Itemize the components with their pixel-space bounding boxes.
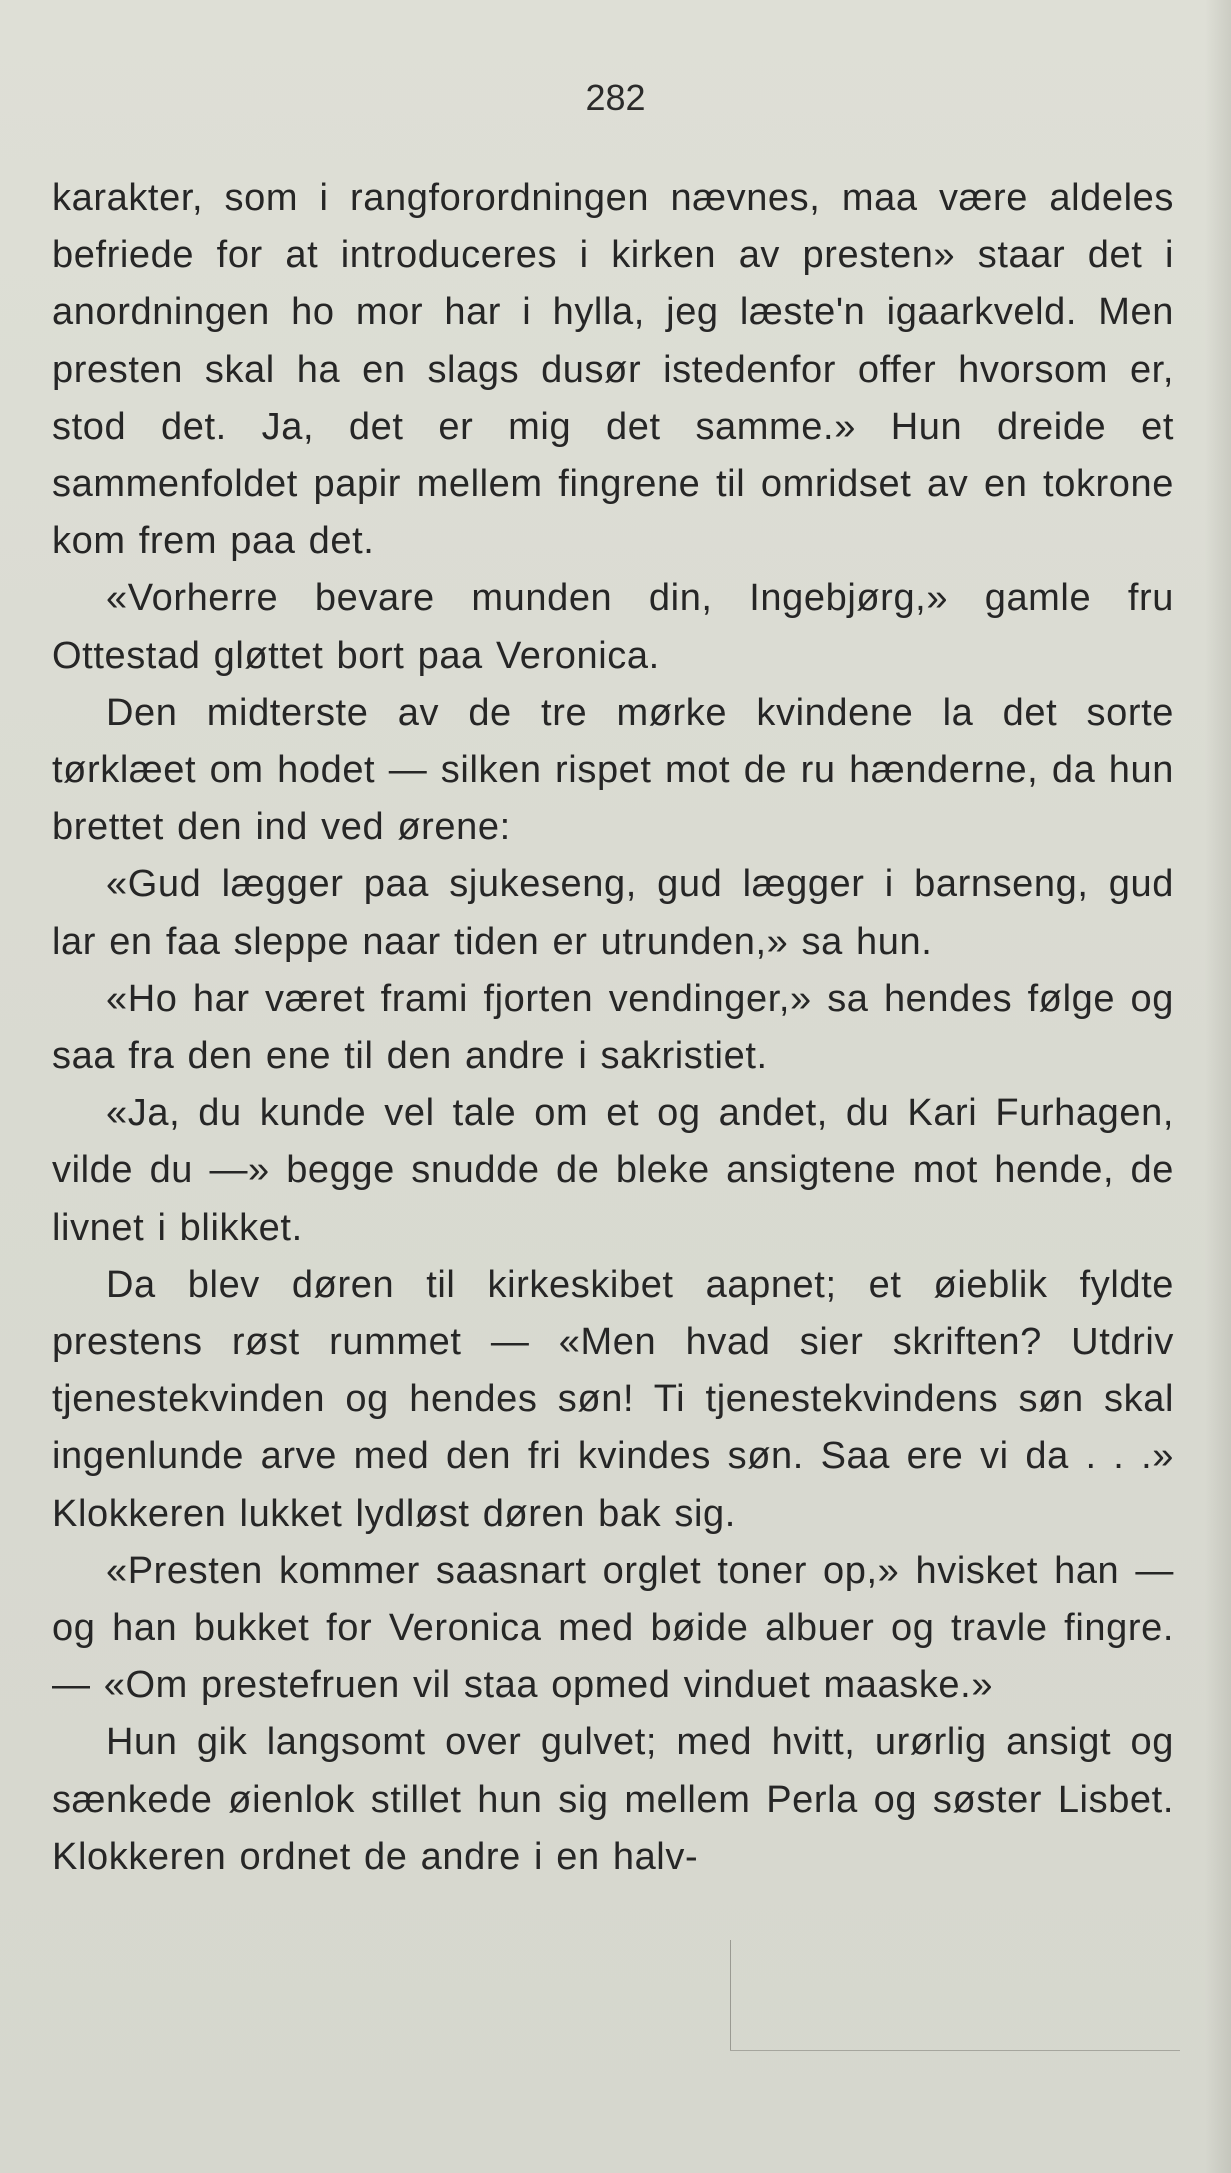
paragraph-8: «Presten kommer saasnart orglet toner op,» hvisket han — og han bukket for Veronica med bøide albuer og travle fingre. — «Om prestefruen vil staa opmed vinduet maaske.»	[52, 1549, 1174, 1707]
body-text	[52, 170, 1174, 1886]
paragraph-3: Den midterste av de tre mørke kvindene la det sorte tørklæet om hodet — silken rispet mot de ru hænderne, da hun brettet den ind ved ørene:	[52, 691, 1174, 849]
page-number: 282	[585, 77, 646, 118]
paragraph-6: «Ja, du kunde vel tale om et og andet, du Kari Furhagen, vilde du —» begge snudde de bleke ansigtene mot hende, de livnet i blikket.	[52, 1092, 1174, 1249]
paragraph-7: Da blev døren til kirkeskibet aapnet; et øieblik fyldte prestens røst rummet — «Men hvad sier skriften? Utdriv tjenestekvinden og hendes søn! Ti tjenestekvindens søn skal ingenlunde arve med den fri kvindes søn. Saa ere vi da . . .» Klokkeren lukket lydløst døren bak sig.	[52, 1263, 1174, 1535]
paragraph-2: «Vorherre bevare munden din, Ingebjørg,» gamle fru Ottestad gløttet bort paa Veronica.	[52, 577, 1174, 677]
page-edge-shadow	[1205, 0, 1231, 2173]
paragraph-1: karakter, som i rangforordningen nævnes, maa være aldeles befriede for at introduceres i kirken av presten» staar det i anordningen ho mor har i hylla, jeg læste'n igaarkveld. Men presten skal ha en slags dusør istedenfor offer hvorsom er, stod det. Ja, det er mig det samme.» Hun dreide et sammenfoldet papir mellem fingrene til omridset av en tokrone kom frem paa det.	[52, 177, 1174, 563]
paragraph-9: Hun gik langsomt over gulvet; med hvitt, urørlig ansigt og sænkede øienlok stillet hun sig mellem Perla og søster Lisbet. Klokkeren ordnet de andre i en halv-	[52, 1721, 1174, 1878]
pencil-mark-vertical	[730, 1940, 731, 2050]
paragraph-4: «Gud lægger paa sjukeseng, gud lægger i barnseng, gud lar en faa sleppe naar tiden er utrunden,» sa hun.	[52, 863, 1174, 963]
pencil-mark-horizontal	[730, 2050, 1180, 2051]
paragraph-5: «Ho har været frami fjorten vendinger,» sa hendes følge og saa fra den ene til den andre i sakristiet.	[52, 977, 1174, 1078]
